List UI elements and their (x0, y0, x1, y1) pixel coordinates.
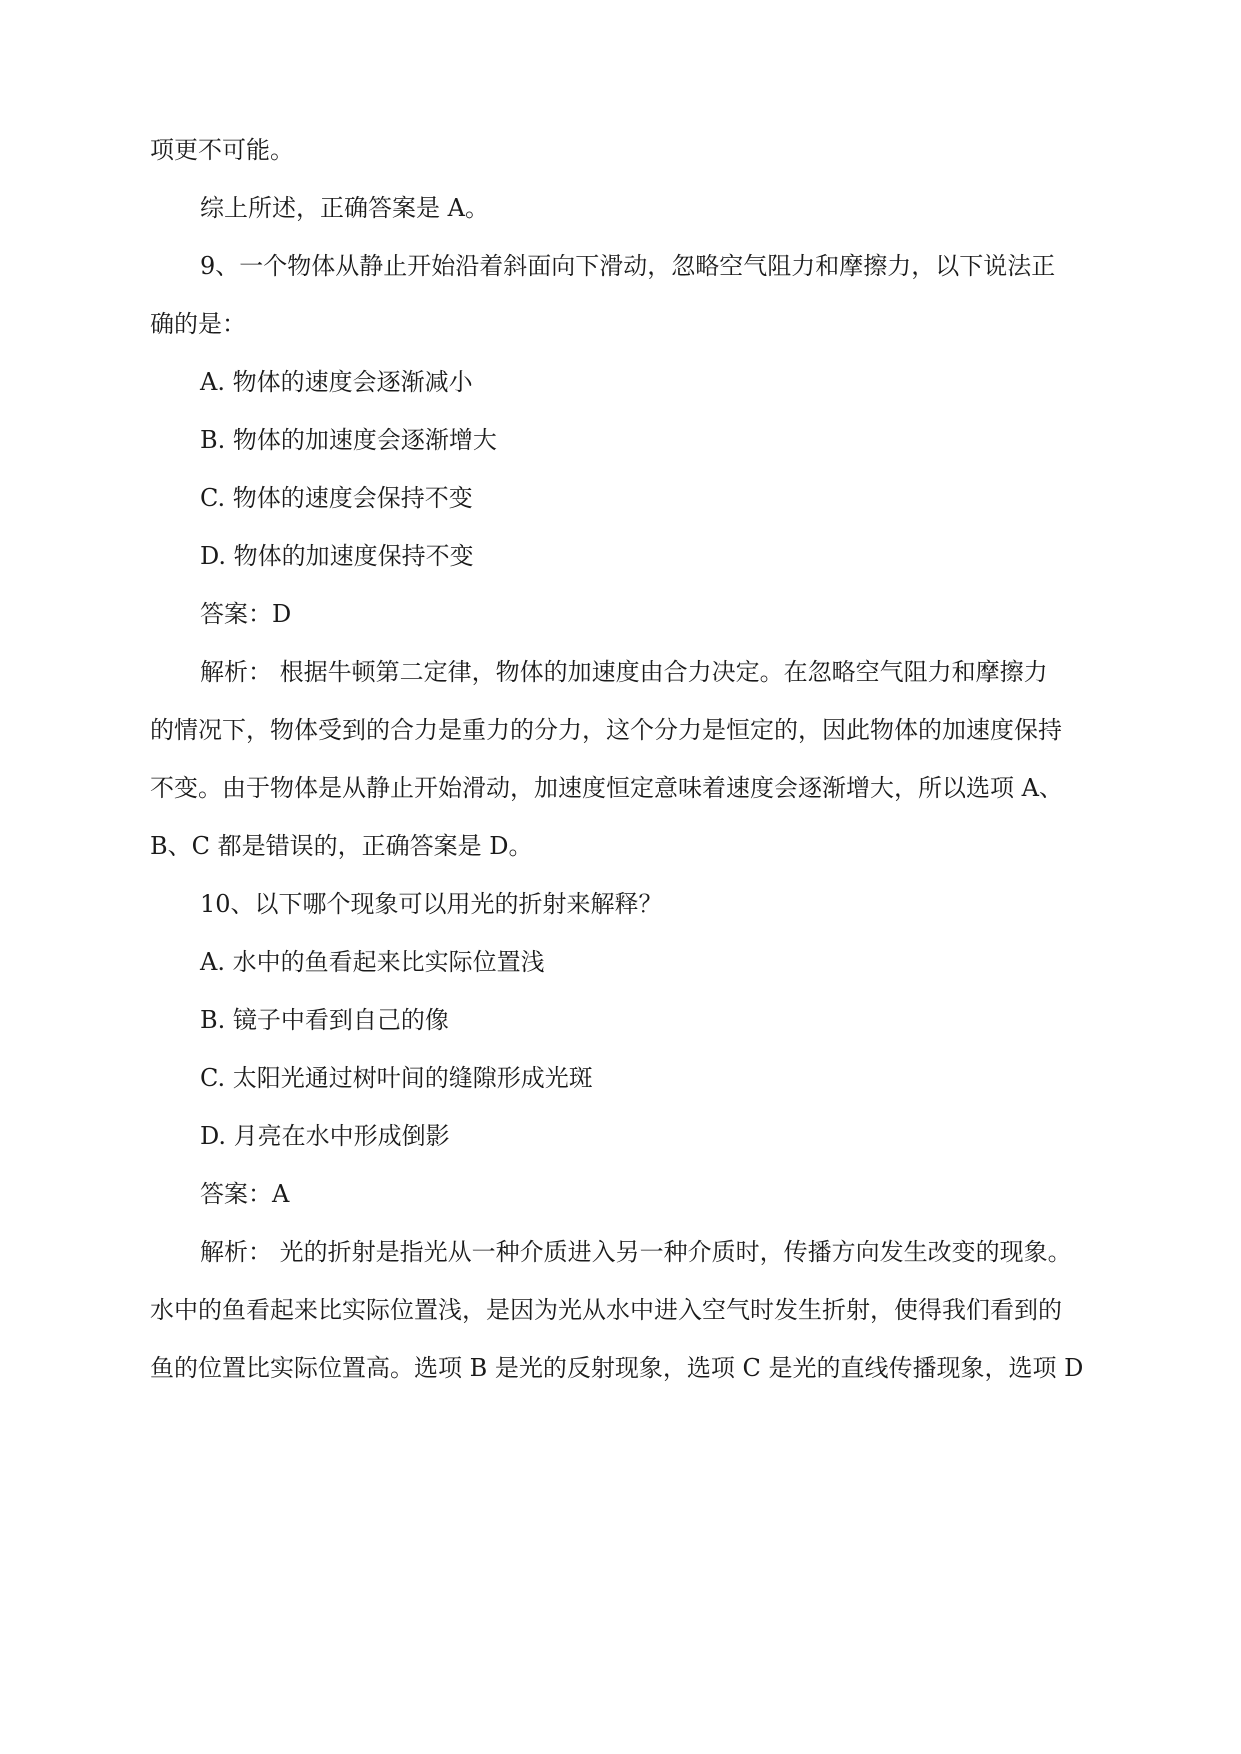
option-b: B. 物体的加速度会逐渐增大 (200, 426, 497, 454)
analysis-text: 不变。由于物体是从静止开始滑动，加速度恒定意味着速度会逐渐增大，所以选项 A、 (150, 774, 1063, 802)
analysis-text: 的情况下，物体受到的合力是重力的分力，这个分力是恒定的，因此物体的加速度保持 (150, 716, 1062, 744)
option-a: A. 水中的鱼看起来比实际位置浅 (200, 948, 545, 976)
answer: 答案：A (200, 1180, 290, 1208)
analysis-text: 解析： 根据牛顿第二定律，物体的加速度由合力决定。在忽略空气阻力和摩擦力 (200, 658, 1048, 686)
analysis-text: 解析： 光的折射是指光从一种介质进入另一种介质时，传播方向发生改变的现象。 (200, 1238, 1072, 1266)
option-a: A. 物体的速度会逐渐减小 (200, 368, 473, 396)
question-10-text: 10、以下哪个现象可以用光的折射来解释？ (200, 890, 663, 918)
option-c: C. 太阳光通过树叶间的缝隙形成光斑 (200, 1064, 593, 1092)
option-d: D. 月亮在水中形成倒影 (200, 1122, 450, 1150)
option-b: B. 镜子中看到自己的像 (200, 1006, 449, 1034)
text-line: 项更不可能。 (150, 136, 294, 164)
question-9-text: 9、一个物体从静止开始沿着斜面向下滑动，忽略空气阻力和摩擦力，以下说法正 (200, 252, 1056, 280)
text-line: 综上所述，正确答案是 A。 (200, 194, 489, 222)
analysis-text: 水中的鱼看起来比实际位置浅，是因为光从水中进入空气时发生折射，使得我们看到的 (150, 1296, 1062, 1324)
question-9-text-cont: 确的是： (150, 310, 246, 338)
answer: 答案：D (200, 600, 292, 628)
analysis-text: B、C 都是错误的，正确答案是 D。 (150, 832, 533, 860)
option-c: C. 物体的速度会保持不变 (200, 484, 473, 512)
analysis-text: 鱼的位置比实际位置高。选项 B 是光的反射现象，选项 C 是光的直线传播现象，选项 D (150, 1354, 1084, 1382)
option-d: D. 物体的加速度保持不变 (200, 542, 474, 570)
